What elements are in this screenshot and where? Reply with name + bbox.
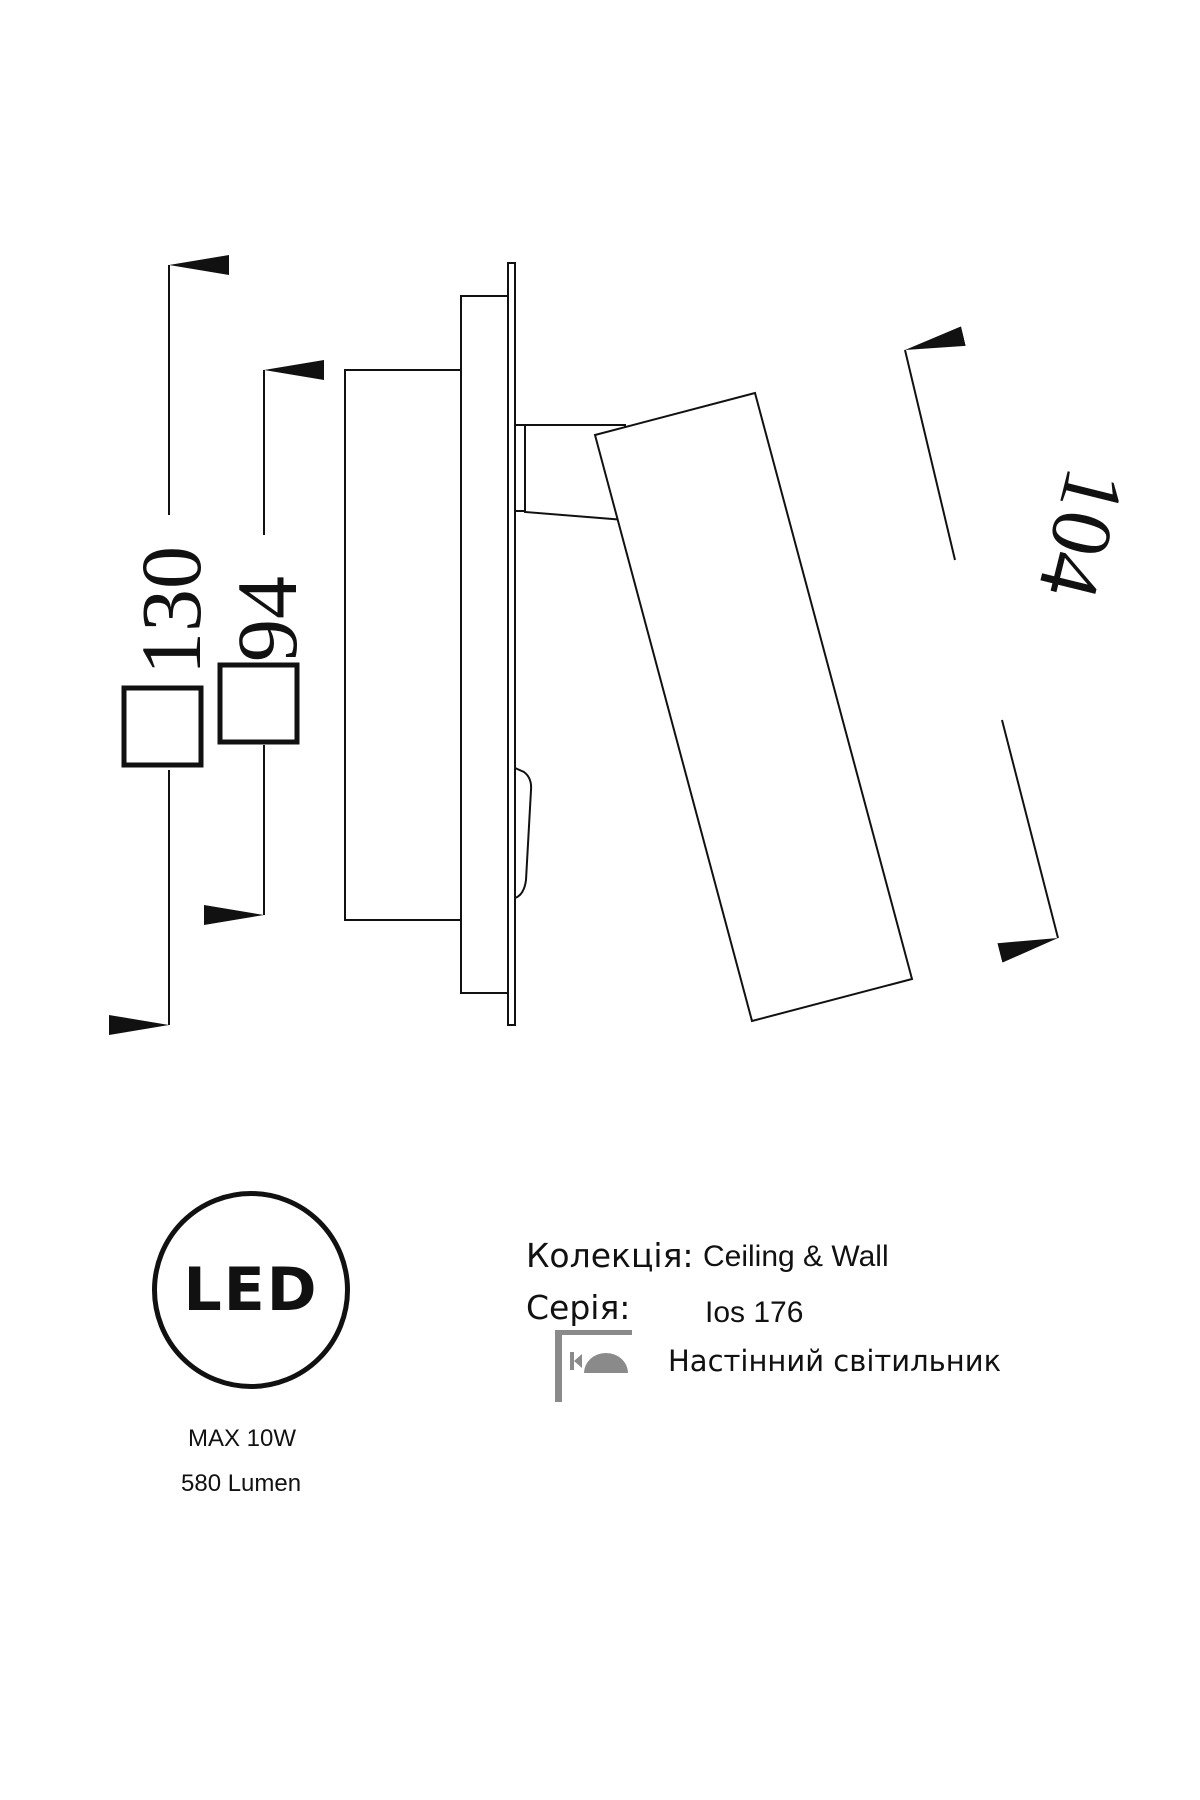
- front-plate: [508, 263, 515, 1025]
- wall-plate: [461, 296, 508, 993]
- switch: [515, 768, 531, 898]
- arm-connector: [515, 425, 525, 511]
- led-badge: [152, 1191, 350, 1389]
- luminous-flux: 580 Lumen: [181, 1470, 302, 1497]
- fixture-type: Настінний світильник: [668, 1344, 1002, 1378]
- square-symbol-94: [220, 665, 297, 742]
- wall-lamp-icon: [552, 1322, 632, 1402]
- dimension-130: [123, 265, 219, 1025]
- lamp-head: [595, 393, 912, 1021]
- dimension-label-104: 104: [1019, 459, 1145, 608]
- series-value: Ios 176: [705, 1296, 804, 1329]
- collection-value: Ceiling & Wall: [703, 1240, 889, 1273]
- dimension-label-94: 94: [219, 576, 315, 662]
- dimension-94: [219, 370, 315, 915]
- led-badge-label: LED: [183, 1255, 319, 1325]
- series-label: Серія:: [526, 1288, 631, 1327]
- square-symbol-130: [124, 688, 201, 765]
- dimension-label-130: 130: [123, 546, 219, 675]
- mounting-box: [345, 370, 461, 920]
- dimension-104: [905, 350, 1144, 938]
- lamp-outline: [345, 263, 912, 1025]
- max-power: MAX 10W: [188, 1425, 297, 1452]
- collection-label: Колекція:: [526, 1236, 694, 1275]
